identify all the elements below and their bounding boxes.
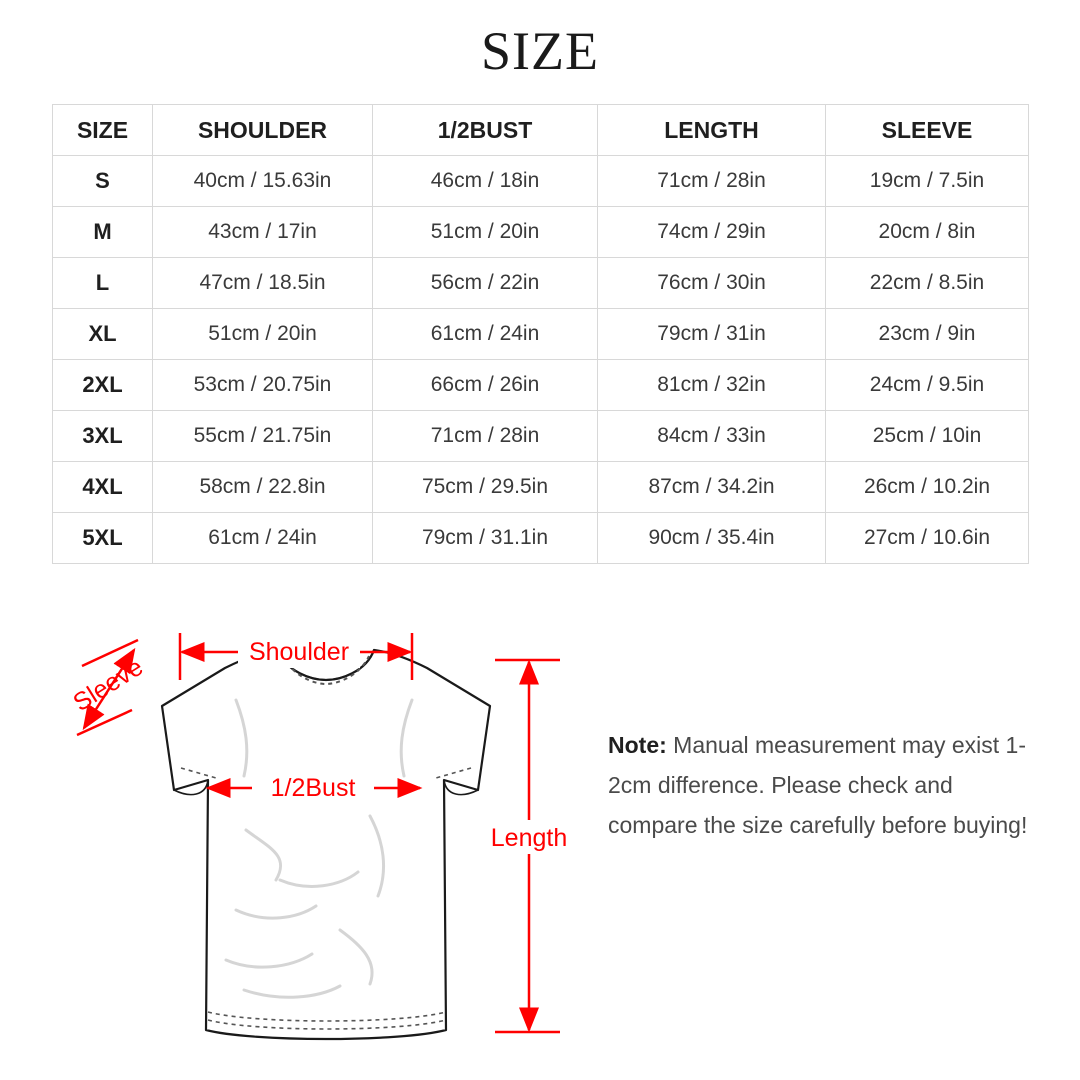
length-measure-arrow [491, 660, 568, 1032]
cell-size: 2XL [53, 360, 153, 411]
cell-sleeve: 23cm / 9in [826, 309, 1029, 360]
column-header-length: LENGTH [598, 105, 826, 156]
cell-length: 81cm / 32in [598, 360, 826, 411]
cell-shoulder: 43cm / 17in [153, 207, 373, 258]
table-header-row [53, 105, 1029, 156]
cell-size: S [53, 156, 153, 207]
cell-size: M [53, 207, 153, 258]
sleeve-measure-arrow [68, 640, 148, 735]
tshirt-outline-icon [162, 650, 490, 1039]
cell-size: XL [53, 309, 153, 360]
cell-size: L [53, 258, 153, 309]
cell-sleeve: 25cm / 10in [826, 411, 1029, 462]
column-header-shoulder: SHOULDER [153, 105, 373, 156]
cell-shoulder: 58cm / 22.8in [153, 462, 373, 513]
table-row [53, 513, 1029, 564]
cell-shoulder: 53cm / 20.75in [153, 360, 373, 411]
table-row [53, 258, 1029, 309]
label-sleeve: Sleeve [68, 652, 149, 718]
table-row [53, 207, 1029, 258]
table-row [53, 360, 1029, 411]
cell-bust: 56cm / 22in [373, 258, 598, 309]
table-row [53, 462, 1029, 513]
cell-bust: 46cm / 18in [373, 156, 598, 207]
cell-sleeve: 19cm / 7.5in [826, 156, 1029, 207]
size-table-container [52, 104, 1028, 564]
cell-bust: 51cm / 20in [373, 207, 598, 258]
table-row [53, 156, 1029, 207]
cell-bust: 61cm / 24in [373, 309, 598, 360]
label-bust: 1/2Bust [270, 774, 356, 802]
cell-size: 5XL [53, 513, 153, 564]
cell-shoulder: 47cm / 18.5in [153, 258, 373, 309]
table-row [53, 411, 1029, 462]
table-row [53, 309, 1029, 360]
size-table [52, 104, 1029, 564]
cell-bust: 79cm / 31.1in [373, 513, 598, 564]
cell-bust: 66cm / 26in [373, 360, 598, 411]
column-header-size: SIZE [53, 105, 153, 156]
label-shoulder: Shoulder [248, 638, 350, 666]
measurement-diagram-section [0, 560, 1080, 1080]
cell-size: 4XL [53, 462, 153, 513]
cell-shoulder: 40cm / 15.63in [153, 156, 373, 207]
tshirt-diagram [40, 580, 600, 1080]
cell-sleeve: 26cm / 10.2in [826, 462, 1029, 513]
cell-shoulder: 55cm / 21.75in [153, 411, 373, 462]
cell-sleeve: 24cm / 9.5in [826, 360, 1029, 411]
cell-bust: 75cm / 29.5in [373, 462, 598, 513]
cell-size: 3XL [53, 411, 153, 462]
cell-bust: 71cm / 28in [373, 411, 598, 462]
cell-sleeve: 22cm / 8.5in [826, 258, 1029, 309]
cell-shoulder: 61cm / 24in [153, 513, 373, 564]
cell-length: 84cm / 33in [598, 411, 826, 462]
cell-sleeve: 27cm / 10.6in [826, 513, 1029, 564]
cell-length: 71cm / 28in [598, 156, 826, 207]
page-title: SIZE [481, 21, 599, 81]
note-body: Manual measurement may exist 1-2cm difference. Please check and compare the size carefully before buying! [608, 732, 1028, 838]
cell-length: 74cm / 29in [598, 207, 826, 258]
column-header-bust: 1/2BUST [373, 105, 598, 156]
cell-length: 79cm / 31in [598, 309, 826, 360]
note-label: Note: [608, 732, 667, 758]
cell-length: 76cm / 30in [598, 258, 826, 309]
cell-shoulder: 51cm / 20in [153, 309, 373, 360]
cell-length: 87cm / 34.2in [598, 462, 826, 513]
cell-sleeve: 20cm / 8in [826, 207, 1029, 258]
label-length: Length [490, 824, 568, 852]
cell-length: 90cm / 35.4in [598, 513, 826, 564]
note-text [608, 725, 1038, 845]
column-header-sleeve: SLEEVE [826, 105, 1029, 156]
